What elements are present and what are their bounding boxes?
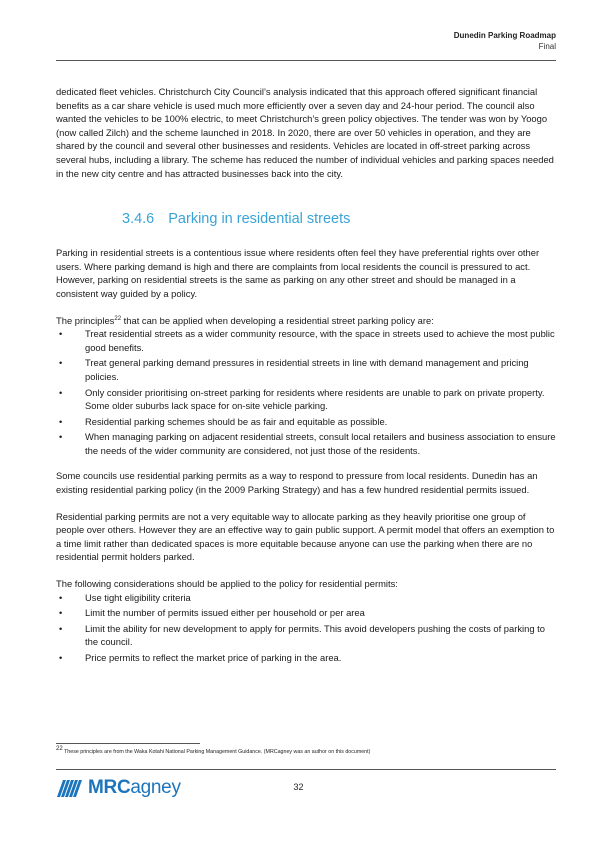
list-item-text: Limit the number of permits issued either per household or per area xyxy=(85,607,365,619)
principles-intro-text-cont: that can be applied when developing a residential street parking policy are: xyxy=(121,314,434,326)
footnote-divider xyxy=(56,743,200,744)
paragraph-permits-dunedin: Some councils use residential parking permits as a way to respond to pressure from local residents. Dunedin has an existing residential parking policy (in the 2009 Parking Strategy) and has a few hundred residential permits issued. xyxy=(56,470,538,496)
bullet-icon: • xyxy=(59,591,63,603)
section-title: Parking in residential streets xyxy=(168,211,351,228)
list-item-text: Treat residential streets as a wider community resource, with the space in streets used to achieve the most public good benefits. xyxy=(85,328,555,353)
document-title: Dunedin Parking Roadmap xyxy=(453,31,556,40)
logo-wordmark-rest: agney xyxy=(130,777,181,798)
paragraph-residential-streets: Parking in residential streets is a contentious issue where residents often feel they have preferential rights over other users. Where parking demand is high and there are complaints from local residents the council is pressured to act. However, parking on residential streets is the same as parking on any other street and should be managed in a consistent way guided by a policy. xyxy=(56,247,540,299)
bullet-icon: • xyxy=(59,386,63,398)
list-item-text: Price permits to reflect the market price of parking in the area. xyxy=(85,652,342,663)
footnote-reference: 22 xyxy=(114,315,122,322)
list-item xyxy=(56,430,556,457)
bullet-icon: • xyxy=(59,431,63,443)
considerations-intro: The following considerations should be applied to the policy for residential permits: xyxy=(56,578,398,590)
considerations-list xyxy=(56,591,556,665)
page-number: 32 xyxy=(293,782,304,792)
list-item xyxy=(56,386,556,413)
bullet-icon: • xyxy=(59,622,63,634)
list-item xyxy=(56,415,556,429)
list-item xyxy=(56,591,556,605)
bullet-icon: • xyxy=(59,328,63,340)
bullet-icon: • xyxy=(59,415,63,427)
list-item-text: Treat general parking demand pressures in residential streets in line with demand management and pricing policies. xyxy=(85,357,529,382)
list-item xyxy=(56,356,556,383)
list-item xyxy=(56,327,556,354)
intro-paragraph: dedicated fleet vehicles. Christchurch City Council’s analysis indicated that this approach offered significant financial benefits as a car share vehicle is used much more efficiently over a seven day and 24-hour period. The council also wanted the vehicles to be 100% electric, to meet Christchurch’s green policy objectives. The tender was won by Yoogo (now called Zilch) and the scheme launched in 2018. In 2020, there are over 50 vehicles in operation, and they are shared by the council and several other businesses and residents. Vehicles are located in off-street parking across several hubs, including a library. The scheme has reduced the number of individual vehicles and parking spaces needed in the new city centre and has attracted businesses back into the city. xyxy=(56,86,554,179)
page-header xyxy=(454,30,556,52)
paragraph-permits-equity: Residential parking permits are not a very equitable way to allocate parking as they heavily prioritise one group of people over others. However they are an effective way to gain public support. A permit model that offers an exemption to a time limit rather than dedicated spaces is more equitable because anyone can use the parking when there are no residential permit holders parked. xyxy=(56,510,555,563)
principles-intro-text: The principles xyxy=(56,314,115,326)
footnote-number: 22 xyxy=(56,746,63,753)
section-number: 3.4.6 xyxy=(122,211,155,228)
bullet-icon: • xyxy=(59,607,63,619)
principles-intro xyxy=(56,314,556,328)
list-item-text: Limit the ability for new development to apply for permits. This avoid developers pushing the costs of parking to the council. xyxy=(85,622,545,648)
document-status: Final xyxy=(538,42,556,51)
footnote-text: These principles are from the Waka Kotahi National Parking Management Guidance. (MRCagney was an author on this document) xyxy=(62,749,371,755)
list-item xyxy=(56,651,556,665)
list-item-text: When managing parking on adjacent residential streets, consult local retailers and business association to ensure the needs of the wider community are considered, not just those of the residents. xyxy=(85,431,556,456)
list-item-text: Use tight eligibility criteria xyxy=(85,591,191,603)
footer-divider xyxy=(56,769,556,770)
list-item-text: Only consider prioritising on-street parking for residents where residents are unable to park on private property. Some older suburbs lack space for on-site vehicle parking. xyxy=(85,386,545,412)
principles-list xyxy=(56,327,556,457)
bullet-icon: • xyxy=(59,357,63,369)
list-item xyxy=(56,606,556,620)
list-item xyxy=(56,622,556,649)
logo-wordmark-bold: MRC xyxy=(88,777,131,798)
bullet-icon: • xyxy=(59,652,63,663)
main-content xyxy=(56,85,556,677)
header-divider xyxy=(56,60,556,61)
footnote xyxy=(56,746,371,756)
section-heading xyxy=(122,210,556,228)
list-item-text: Residential parking schemes should be as fair and equitable as possible. xyxy=(85,415,388,427)
